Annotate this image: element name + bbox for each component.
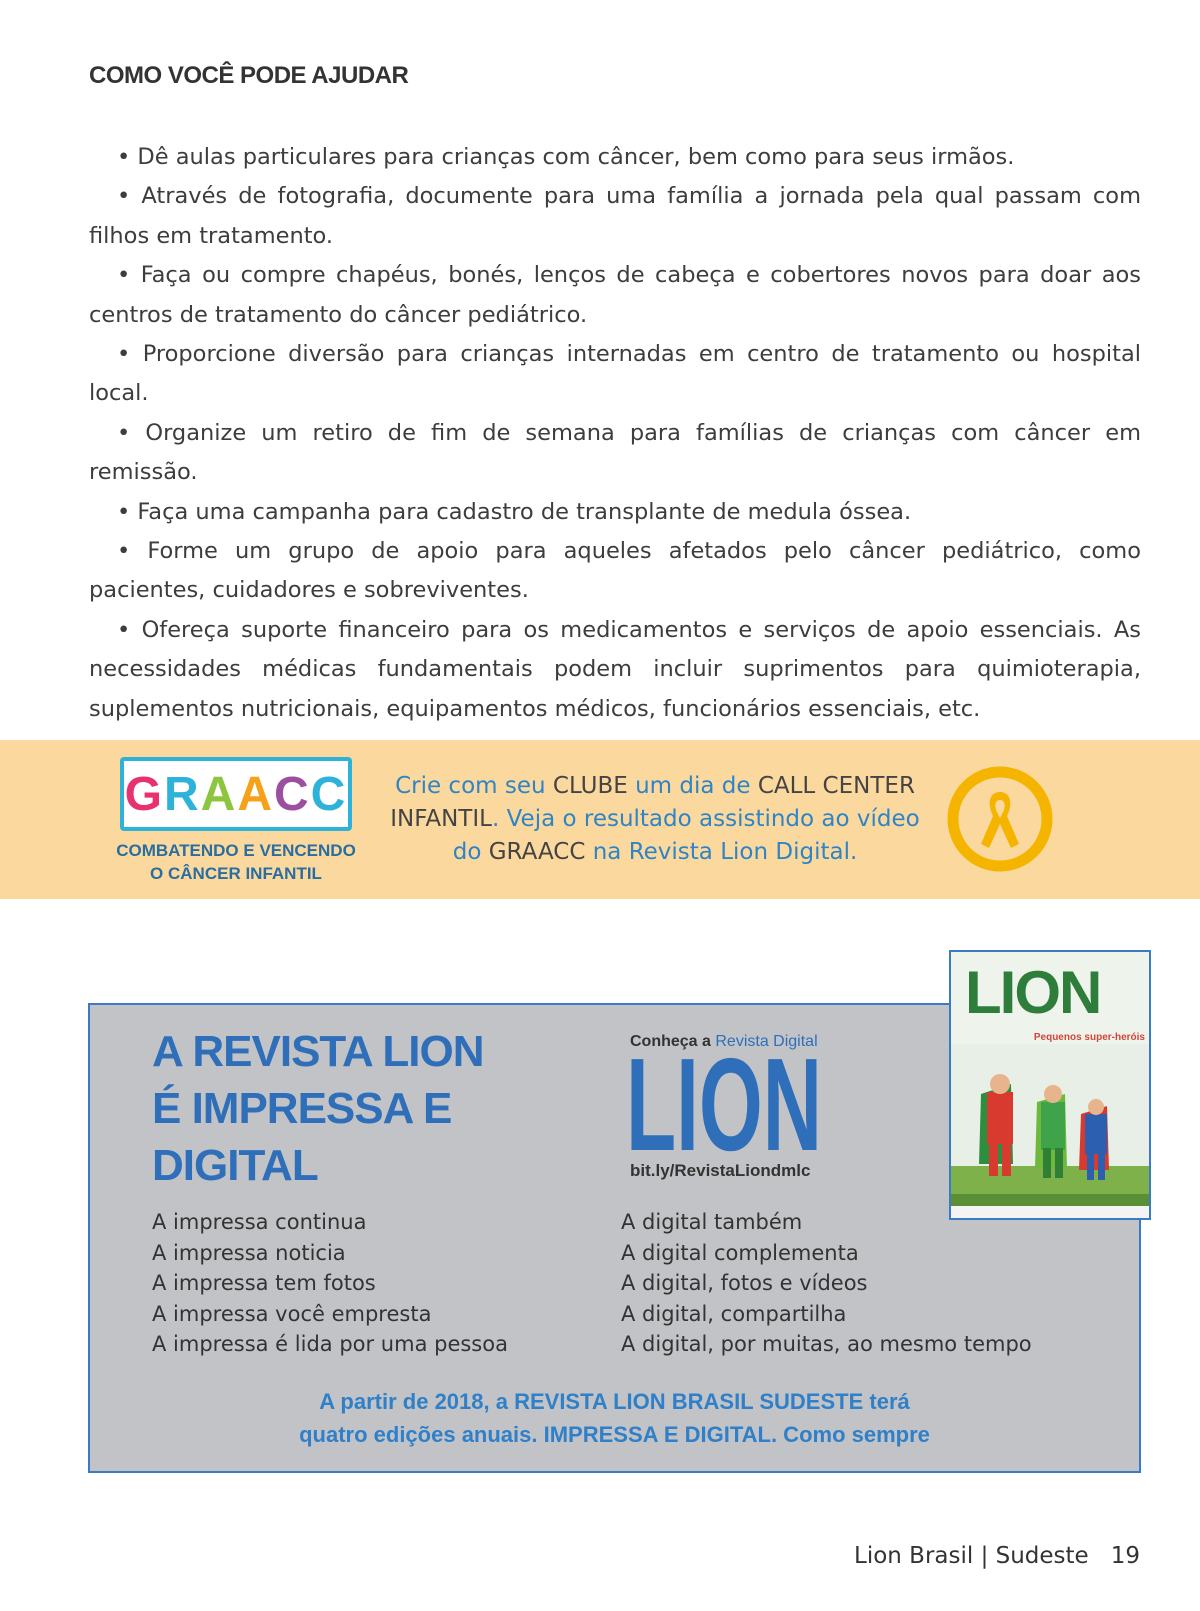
list-item: A impressa noticia [152,1240,346,1265]
graacc-logo-letter: R [163,767,201,821]
list-item: A digital, por muitas, ao mesmo tempo [621,1332,1032,1357]
list-item: A digital complementa [621,1240,859,1265]
magazine-cover-image [949,950,1151,1220]
list-item: • Faça ou compre chapéus, bonés, lenços de cabeça e cobertores novos para doar aos centros de tratamento do câncer pediátrico. [89,262,1141,328]
cta-keyword: CLUBE [552,773,628,799]
list-item: A impressa é lida por uma pessoa [152,1332,508,1357]
digital-list [621,1207,1032,1360]
cover-title: LION [965,959,1101,1026]
revista-footer-note [88,1385,1141,1451]
revista-link[interactable]: bit.ly/RevistaLiondmlc [630,1161,811,1180]
headline-line: A REVISTA LION [152,1027,484,1076]
list-item: A digital, compartilha [621,1301,847,1326]
cta-text: . Veja o resultado assistindo ao vídeo do [452,806,920,865]
graacc-tagline [106,839,366,885]
revista-headline [152,1023,592,1194]
cta-text: na Revista Lion Digital. [585,839,858,865]
graacc-call-to-action [385,770,925,869]
headline-line: É IMPRESSA E [152,1084,452,1133]
footer-line: quatro edições anuais. IMPRESSA E DIGITAL. Como sempre [299,1422,930,1447]
lion-logo-text: LION [626,1046,822,1156]
graacc-logo-letter: C [274,767,311,821]
awareness-ribbon-icon [945,764,1055,874]
list-item: • Faça uma campanha para cadastro de transplante de medula óssea. [117,498,912,525]
bullet-list [89,138,1141,729]
headline-line: DIGITAL [152,1141,318,1190]
graacc-logo-letter: A [200,767,238,821]
lion-logo [626,1046,826,1156]
superhero-kids-illustration [951,1044,1149,1218]
list-item: • Dê aulas particulares para crianças com câncer, bem como para seus irmãos. [117,144,1015,170]
list-item: • Através de fotografia, documente para uma família a jornada pela qual passam com filhos em tratamento. [89,183,1141,249]
list-item: A impressa tem fotos [152,1271,376,1296]
cta-keyword: CALL CENTER INFANTIL [390,773,915,832]
list-item: A impressa continua [152,1210,367,1234]
footer-line: A partir de 2018, a REVISTA LION BRASIL SUDESTE terá [319,1389,910,1414]
intro-text: Conheça a [630,1033,716,1050]
section-title: COMO VOCÊ PODE AJUDAR [89,62,409,89]
list-item: A digital, fotos e vídeos [621,1271,868,1296]
graacc-logo [120,757,352,831]
graacc-tagline-line: COMBATENDO E VENCENDO [116,841,356,860]
cta-text: um dia de [627,773,758,799]
graacc-tagline-line: O CÂNCER INFANTIL [150,864,322,883]
graacc-logo-letter: A [237,767,274,821]
cta-keyword: GRAACC [488,839,586,865]
list-item: A impressa você empresta [152,1301,432,1326]
graacc-logo-letter: C [310,767,348,821]
list-item: • Organize um retiro de fim de semana para famílias de crianças com câncer em remissão. [89,419,1141,486]
list-item: A digital também [621,1210,803,1234]
cta-text: Crie com seu [395,773,553,799]
print-list [152,1207,508,1360]
list-item: • Ofereça suporte financeiro para os medicamentos e serviços de apoio essenciais. As necessidades médicas fundamentais podem incluir suprimentos para quimioterapia, suplementos nutricionais, equipamentos médicos, funcionários essenciais, etc. [89,616,1141,722]
intro-highlight: Revista Digital [715,1033,818,1050]
list-item: • Forme um grupo de apoio para aqueles afetados pelo câncer pediátrico, como pacientes, cuidadores e sobreviventes. [89,538,1141,604]
list-item: • Proporcione diversão para crianças internadas em centro de tratamento ou hospital local. [89,341,1141,407]
page-footer [854,1543,1140,1569]
page-number: 19 [1110,1543,1140,1569]
graacc-logo-letter: G [124,767,164,821]
cover-subtitle: Pequenos super-heróis [1033,1032,1145,1043]
footer-label: Lion Brasil | Sudeste [854,1543,1089,1569]
